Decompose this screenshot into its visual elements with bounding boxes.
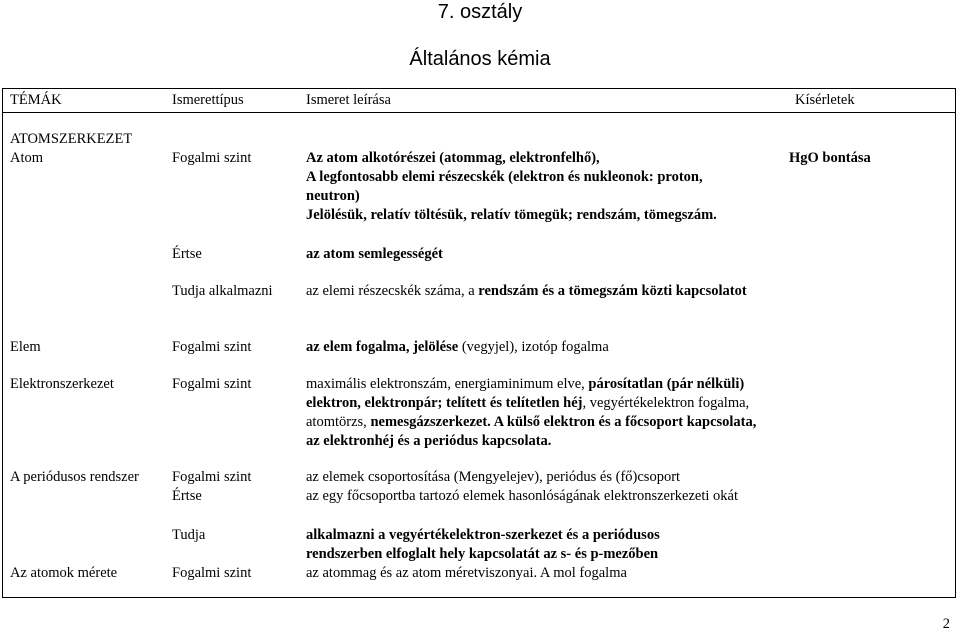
page-number: 2 [942, 616, 950, 632]
topic-atom-size: Az atomok mérete [10, 565, 118, 581]
description-bold: rendszám és a tömegszám közti kapcsolatot [478, 283, 747, 299]
description-text [306, 375, 761, 451]
description-text [306, 338, 609, 357]
topic-electron-structure: Elektronszerkezet [10, 376, 114, 392]
topic-elem: Elem [10, 339, 41, 355]
description-bold: nemesgázszerkezet. A külső elektron és a főcsoport kapcsolata, az elektronhéj és a periódus kapcsolata. [306, 414, 757, 449]
knowledge-type: Fogalmi szint [172, 339, 252, 355]
header-divider [2, 112, 956, 113]
knowledge-type: Fogalmi szint [172, 565, 252, 581]
knowledge-type: Tudja [172, 527, 206, 543]
description-text: az elemek csoportosítása (Mengyelejev), periódus és (fő)csoport [306, 469, 681, 485]
description-text: az atom semlegességét [306, 246, 443, 262]
description-text [306, 282, 766, 301]
description-plain: az elemi részecskék száma, a [306, 283, 479, 299]
description-plain: maximális elektronszám, energiaminimum elve, [306, 376, 589, 392]
description-text: az atommag és az atom méretviszonyai. A mol fogalma [306, 565, 627, 581]
header-experiments: Kísérletek [795, 92, 855, 108]
topic-atom: Atom [10, 150, 44, 166]
description-text: az egy főcsoportba tartozó elemek hasonlóságának elektronszerkezeti okát [306, 488, 738, 504]
header-description: Ismeret leírása [306, 92, 391, 108]
experiment-hgo: HgO bontása [789, 150, 871, 166]
description-line: A legfontosabb elemi részecskék (elektron és nukleonok: proton, [306, 169, 703, 185]
knowledge-type: Fogalmi szint [172, 150, 252, 166]
knowledge-type: Fogalmi szint [172, 376, 252, 392]
topic-periodic-table: A periódusos rendszer [10, 469, 139, 485]
description-line: Az atom alkotórészei (atommag, elektronfelhő), [306, 150, 600, 166]
description-line: neutron) [306, 188, 360, 204]
knowledge-type: Tudja alkalmazni [172, 283, 273, 299]
subject-heading: Általános kémia [409, 48, 551, 70]
description-bold: alkalmazni a vegyértékelektron-szerkezet és a periódusos rendszerben elfoglalt hely kapcsolatát az s- és p-mezőben [306, 527, 660, 562]
header-knowledge-type: Ismerettípus [172, 92, 244, 108]
description-bold: az elem fogalma, jelölése [306, 339, 459, 355]
description-line: Jelölésük, relatív töltésük, relatív tömegük; rendszám, tömegszám. [306, 207, 717, 223]
knowledge-type: Értse [172, 246, 202, 262]
description-plain: , vegyértékelektron fogalma, atomtörzs, [306, 395, 750, 430]
knowledge-type: Fogalmi szint [172, 469, 252, 485]
description-bold: párosítatlan (pár nélküli) elektron, elektronpár; telített és telítetlen héj [306, 376, 745, 411]
section-title: ATOMSZERKEZET [10, 131, 133, 147]
grade-heading: 7. osztály [437, 1, 523, 23]
header-topics: TÉMÁK [10, 92, 62, 108]
knowledge-type: Értse [172, 488, 202, 504]
description-plain: (vegyjel), izotóp fogalma [458, 339, 609, 355]
